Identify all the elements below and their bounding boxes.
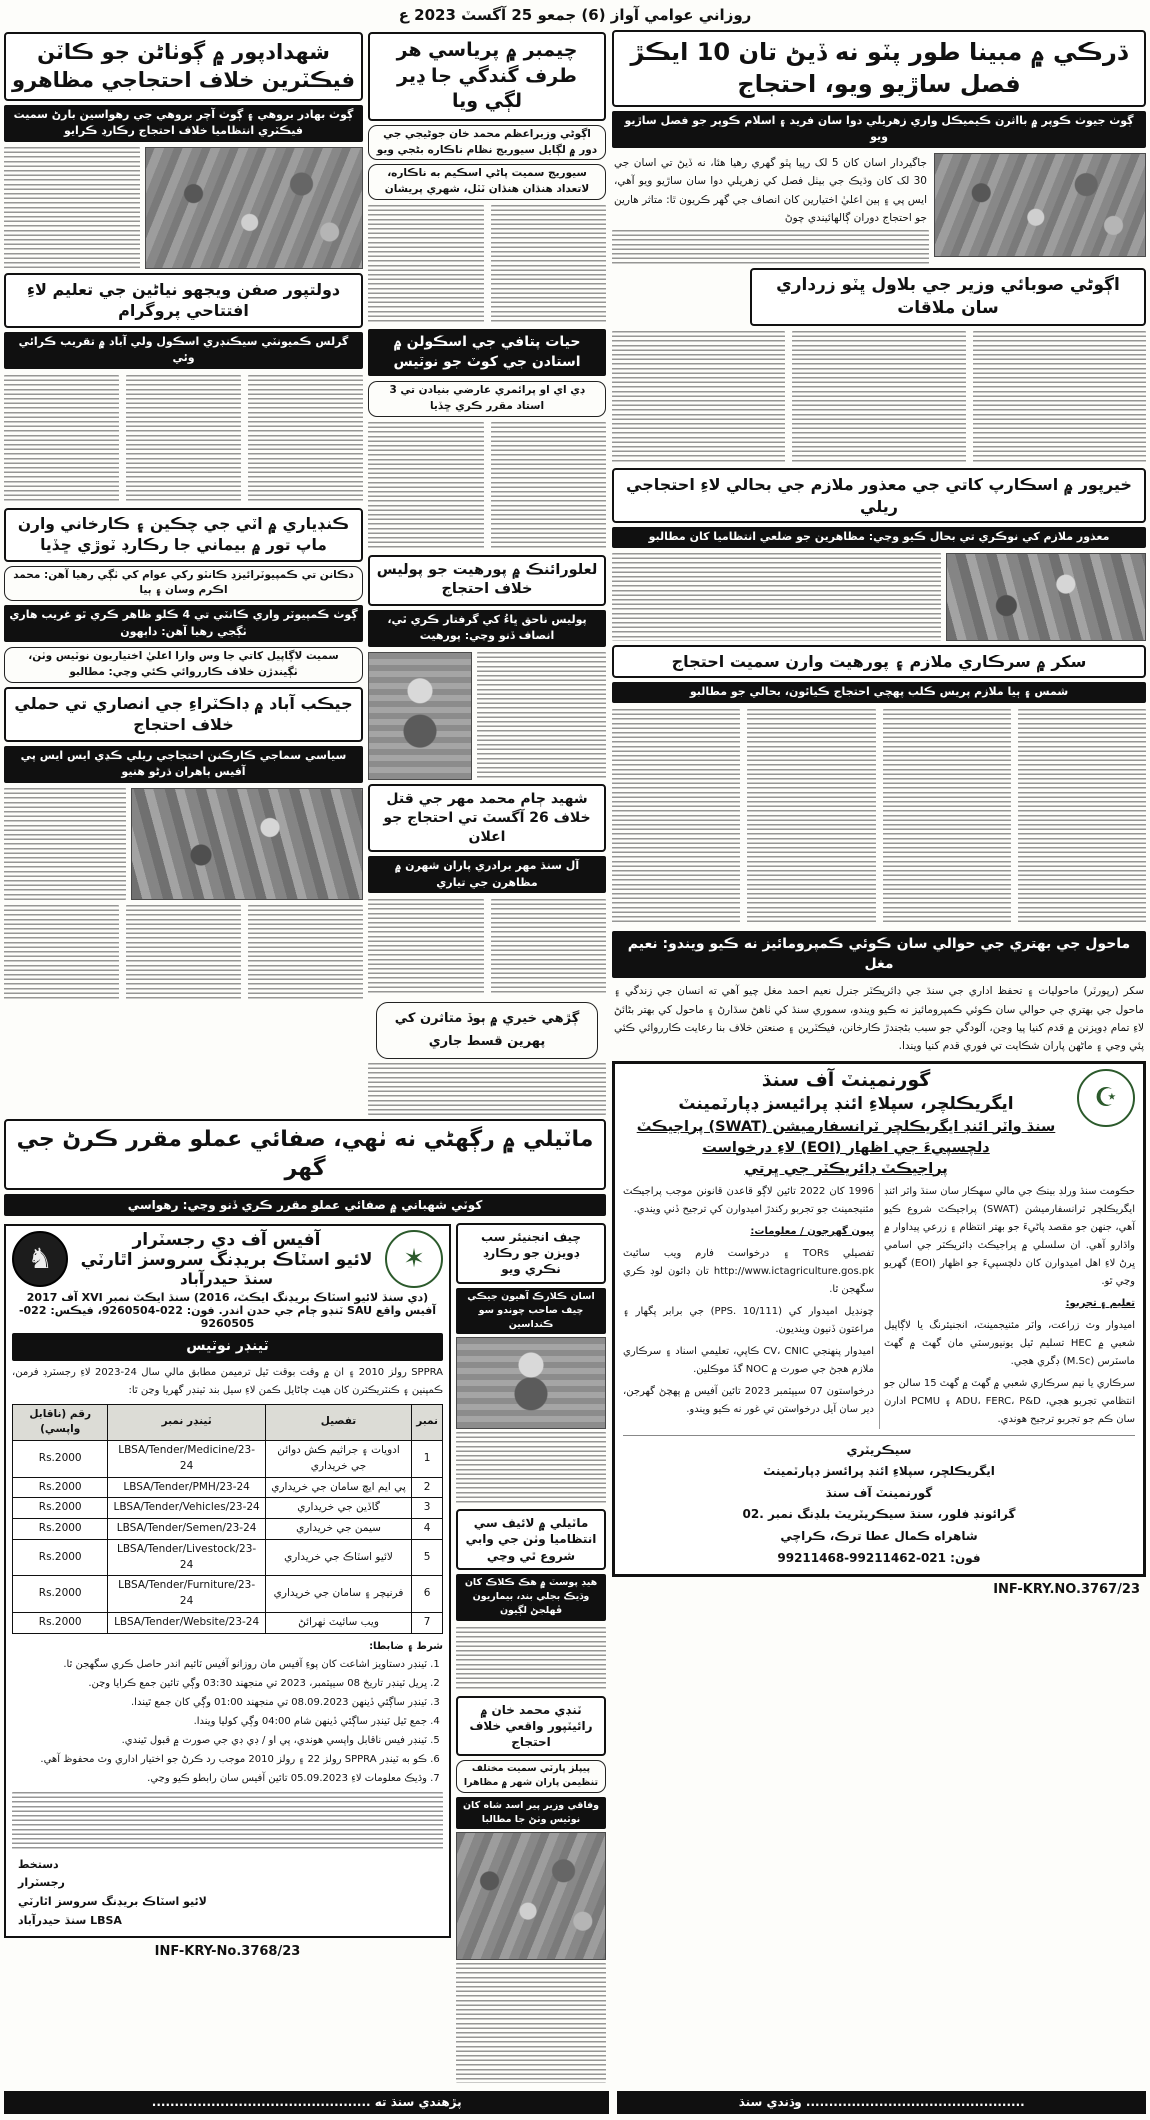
- table-row: [13, 1441, 443, 1478]
- swat-govt-line1: گورنمينٽ آف سنڌ: [761, 1068, 931, 1091]
- secretary-address1: گرائونڊ فلور، سنڌ سيڪريٽريٽ بلڊنگ نمبر .02: [742, 1507, 1016, 1522]
- cell-fee: Rs.2000: [13, 1441, 108, 1478]
- middle-column: [368, 30, 606, 1115]
- cell-fee: Rs.2000: [13, 1519, 108, 1540]
- headline-daulatpur: دولتپور صفن ويجهو نياڻين جي تعليم لاءِ افتتاحي پروگرام: [4, 273, 363, 328]
- subhead-shaheed-jam: آل سنڌ مهر برادري پاران شهرن ۾ مظاهرن جي تياري: [368, 856, 606, 893]
- tender-column: [4, 1221, 451, 2083]
- shaheed-body-cols: [368, 899, 606, 995]
- body-text-placeholder: [477, 652, 606, 780]
- condition-item: 3. ٽينڊر ساڳئي ڏينهن 08.09.2023 تي منجهند 01:00 وڳي کان جمع ٿيندا.: [12, 1694, 427, 1712]
- headline-lalorainak: لعلورائنڪ ۾ پورهيت جو پوليس خلاف احتجاج: [368, 555, 606, 606]
- tender-conditions: [12, 1656, 443, 1788]
- tender-table: [12, 1404, 443, 1634]
- shahdadpur-body-row: [4, 147, 363, 269]
- body-text-placeholder: [368, 422, 484, 550]
- body-text-placeholder: [368, 899, 484, 995]
- cell-no: 2: [412, 1477, 443, 1498]
- footer-strips: [4, 2091, 1146, 2114]
- body-text-placeholder: [491, 422, 607, 550]
- body-text-placeholder: [456, 1963, 606, 2083]
- cell-no: 4: [412, 1519, 443, 1540]
- photo-portrait-man: [368, 652, 472, 780]
- subhead-chamber-1: اڳوڻي وزيراعظم محمد خان جوڻيجي جي دور ۾ لڳايل سيوريج نظام ناڪاره بڻجي ويو: [368, 125, 606, 161]
- footer-strip-left: پڙهندي سنڌ ته ................................................: [4, 2091, 609, 2114]
- tender-intro: SPPRA رولز 2010 ۽ ان ۾ وقت بوقت ٿيل ترميمن مطابق مالي سال 24-2023 لاءِ رجسٽرڊ فرمن، ڪمپنين ۽ ڪنٽريڪٽرن کان هيٺ ڄاڻايل ڪمن لاءِ سيل بند ٽينڊر گهريا وڃن ٿا:: [12, 1366, 443, 1396]
- body-text-placeholder: [612, 230, 929, 264]
- subhead-jacobabad: سياسي سماجي ڪارڪنن احتجاجي ريلي ڪڍي ايس ايس پي آفيس ٻاهران ڌرڻو هنيو: [4, 746, 363, 783]
- swat-title2: دلچسپيءَ جي اظهار (EOI) لاءِ درخواست: [702, 1139, 990, 1156]
- subhead-chief-engineer: اسان ڪلارڪ آهيون جيڪي چيف صاحب چوندو سو ڪنداسين: [456, 1288, 606, 1335]
- table-row: [13, 1612, 443, 1633]
- cell-code: LBSA/Tender/Livestock/23-24: [108, 1539, 265, 1576]
- subhead-dharki: ڳوٺ جيوٺ ڪوپر ۾ بااثرن ڪيميڪل واري زهريلي دوا سان فريد ۽ اسلام ڪوپر جو فصل ساڙيو ويو: [612, 111, 1146, 148]
- sukkur-body-cols: [612, 709, 1146, 925]
- lbsa-logo-icon: ♞: [12, 1231, 68, 1287]
- col-header-tender-no: ٽينڊر نمبر: [108, 1404, 265, 1441]
- photo-crowd-children: [145, 147, 363, 269]
- body-text-placeholder: [12, 1792, 443, 1850]
- inf-number-left: INF-KRY-No.3768/23: [154, 1944, 301, 1960]
- photo-group-meeting: [946, 553, 1146, 641]
- tender-conditions-heading: شرط ۽ ضابطا:: [369, 1640, 443, 1652]
- table-row: [13, 1576, 443, 1613]
- headline-hayat-pitafi: حيات پتافي جي اسڪولن ۾ استادن جي کوٽ جو نوٽيس: [368, 329, 606, 376]
- jacobabad-body-cols: [4, 905, 363, 1001]
- mulaqat-body-cols: [612, 331, 1146, 463]
- signature-title: رجسٽرار: [18, 1876, 65, 1890]
- body-text-placeholder: [747, 709, 875, 925]
- condition-item: 6. ڪو به ٽينڊر SPPRA رولز 22 ۽ رولز 2010 موجب رد ڪرڻ جو اختيار اداري وٽ محفوظ آهي.: [12, 1751, 427, 1769]
- headline-khairpur: خيرپور ۾ اسڪارپ کاتي جي معذور ملازم جي بحالي لاءِ احتجاجي ريلي: [612, 468, 1146, 523]
- main-layout: [4, 28, 1146, 2085]
- headline-kandiaro: ڪنڊياري ۾ اٽي جي چڪين ۽ ڪارخاني وارن ماپ تور ۾ بيماني جا رڪارڊ ٽوڙي ڇڏيا: [4, 508, 363, 562]
- body-text-placeholder: [612, 709, 740, 925]
- body-text-placeholder: [368, 205, 484, 323]
- body-text-placeholder: [126, 905, 241, 1001]
- subhead-daulatpur: گرلس ڪميونٽي سيڪنڊري اسڪول ولي آباد ۾ تقريب ڪرائي وئي: [4, 332, 363, 369]
- body-text-placeholder: [4, 788, 126, 900]
- headline-mahol: ماحول جي بهتري جي حوالي سان ڪوئي ڪمپرومائيز نه ڪيو ويندو: نعيم مغل: [612, 931, 1146, 978]
- photo-field-men: [934, 153, 1146, 257]
- mahol-lead: سکر (رپورٽر) ماحوليات ۽ تحفظ اداري جي سنڌ جي ڊائريڪٽر جنرل نعيم احمد مغل چيو آهي ته انسان جي زندگي ۽ ماحول جي بهتري جي حوالي سان ڪوئي ڪمپرومائيز نه ڪيو ويندو، سموري سنڌ کي ٺاهڻ سڌارڻ ۽ ماحول کي بهتر بڻائڻ لاءِ تمام ڊويزنن ۾ قدم کنيا پيا وڃن، آلودگي جو سبب بڻجندڙ ڪارخانن، فيڪٽرين ۽ صنعتن خلاف بنا رعايت ڪارروائي ڪئي پئي وڃي ۽ ماڻهن پاران شڪايت تي فوري قدم کنيا ويندا.: [614, 985, 1144, 1053]
- swat-govt-line2: ايگريڪلچر، سپلاءِ ائنڊ پرائيسز ڊپارٽمينٽ: [678, 1093, 1014, 1114]
- cell-desc: گاڏين جي خريداري: [265, 1498, 411, 1519]
- cell-desc: فرنيچر ۽ سامان جي خريداري: [265, 1576, 411, 1613]
- body-text-placeholder: [883, 709, 1011, 925]
- cell-no: 6: [412, 1576, 443, 1613]
- secretary-address2: شاهراه ڪمال عطا ترڪ، ڪراچي: [780, 1529, 978, 1543]
- swat-info-item: درخواستون 07 سيپٽمبر 2023 تائين آفيس ۾ پهچڻ گهرجن، دير سان آيل درخواستن تي غور نه ڪيو ويندو.: [623, 1385, 874, 1415]
- tender-office-line3: سنڌ حيدرآباد: [179, 1269, 274, 1288]
- dharki-body-row: [612, 153, 1146, 265]
- photo-us-flag-protest: [131, 788, 363, 900]
- tender-office-line1: آفيس آف دي رجسٽرار: [132, 1229, 321, 1250]
- table-row: [13, 1477, 443, 1498]
- tender-contact-line: آفيس واقع SAU ٽنڊو ڄام جي حدن اندر. فون: 022-9260504، فيڪس: 022-9260505: [18, 1303, 437, 1330]
- headline-shaheed-jam: شهيد ڄام محمد مهر جي قتل خلاف 26 آگسٽ تي احتجاج جو اعلان: [368, 784, 606, 853]
- cell-no: 1: [412, 1441, 443, 1478]
- subhead-tando-2: وفاقي وزير پير اسد شاه کان نوٽيس وٺڻ جا مطالبا: [456, 1797, 606, 1830]
- cell-code: LBSA/Tender/Website/23-24: [108, 1612, 265, 1633]
- footer-strip-right: ................................................ وڌندي سنڌ: [617, 2091, 1146, 2114]
- headline-matiari-wide: ماٽيلي ۾ رڳهڻي نه ٺهي، صفائي عملو مقرر ڪرڻ جي گهر: [4, 1119, 606, 1190]
- swat-edu-heading: تعليم ۽ تجربو:: [1065, 1297, 1135, 1309]
- table-row: [13, 1498, 443, 1519]
- cell-code: LBSA/Tender/Medicine/23-24: [108, 1441, 265, 1478]
- cell-no: 7: [412, 1612, 443, 1633]
- headline-tando: ٽنڊي محمد خان ۾ رائيٽپور واقعي خلاف احتجاج: [456, 1696, 606, 1757]
- subhead-lalorainak: پوليس ناحق ڀاءُ کي گرفتار ڪري ٿي، انصاف ڏنو وڃي: پورهيت: [368, 610, 606, 647]
- tender-notice-box: [4, 1224, 451, 1938]
- subhead-shahdadpur: ڳوٺ بهادر بروهي ۽ ڳوٺ آچر بروهي جي رهواسين بارڻ سميت فيڪٽري انتظاميا خلاف احتجاج رڪارڊ ڪرايو: [4, 105, 363, 142]
- right-column: [612, 28, 1146, 2085]
- headline-matiari-life: ماٽيلي ۾ لائيف سي انتظاميا وٺن جي وابي شروع ٿي وڃي: [456, 1509, 606, 1570]
- condition-item: 7. وڌيڪ معلومات لاءِ 05.09.2023 تائين آفيس سان رابطو ڪيو وڃي.: [12, 1770, 427, 1788]
- condition-item: 1. ٽينڊر دستاويز اشاعت کان پوءِ آفيس مان روزانو آفيس ٽائيم اندر حاصل ڪري سگهجن ٿا.: [12, 1656, 427, 1674]
- dharki-lead: جاگيردار اسان کان 5 لک رپيا پٽو گهري رهيا هئا، نه ڏيڻ تي اسان جي 30 لک کان وڌيڪ جي بيٺل فصل کي زهريلي دوا سان ساڙيو ويو آهي، ايس پي ۽ ٻين اعليٰ اختيارين کان انصاف جي گهر ڪريون ٿا: متاثر هارين جو احتجاج دوران ڳالهائيندي چوڻ: [614, 156, 927, 224]
- photo-protest-rally: [456, 1832, 606, 1960]
- cell-no: 3: [412, 1498, 443, 1519]
- left-wrap: [4, 28, 606, 2085]
- body-text-placeholder: [456, 1627, 606, 1691]
- cell-code: LBSA/Tender/Semen/23-24: [108, 1519, 265, 1540]
- col-header-detail: تفصيل: [265, 1404, 411, 1441]
- cell-fee: Rs.2000: [13, 1477, 108, 1498]
- headline-sukkur: سکر ۾ سرڪاري ملازم ۽ پورهيت وارن سميت احتجاج: [612, 645, 1146, 679]
- body-text-placeholder: [792, 331, 965, 463]
- sindh-crest-icon: ✶: [385, 1230, 443, 1288]
- tender-signature-block: [12, 1854, 443, 1933]
- cell-code: LBSA/Tender/Furniture/23-24: [108, 1576, 265, 1613]
- tender-office-line2: لائيو اسٽاڪ بريڊنگ سروسز اٿارٽي: [80, 1249, 373, 1270]
- headline-shahdadpur: شهدادپور ۾ ڳوٺاڻن جو ڪاٽن فيڪٽرين خلاف احتجاجي مظاهرو: [4, 32, 363, 101]
- swat-edu-item: 1996 کان 2022 تائين لاڳو قاعدن قانونن موجب پراجيڪٽ مئنيجمينٽ جو تجربو رکندڙ اميدوارن کي ترجيح ڏني ويندي.: [623, 1185, 874, 1215]
- cell-desc: ويب سائيٽ ٺهرائڻ: [265, 1612, 411, 1633]
- inf-number-right: INF-KRY.NO.3767/23: [993, 1582, 1140, 1598]
- condition-item: 5. ٽينڊر فيس ناقابل واپسي هوندي، پي او / ڊي ڊي جي صورت ۾ قبول ٿيندي.: [12, 1732, 427, 1750]
- swat-info-item: چونڊيل اميدوار کي (PPS. 10/111) جي برابر پگهار ۽ مراعتون ڏنيون وينديون.: [623, 1305, 874, 1335]
- cell-code: LBSA/Tender/Vehicles/23-24: [108, 1498, 265, 1519]
- headline-dharki: ڌرڪي ۾ مبينا طور پٽو نه ڏيڻ تان 10 ايڪڙ فصل ساڙيو ويو، احتجاج: [612, 30, 1146, 107]
- daulatpur-body-cols: [4, 375, 363, 503]
- body-text-placeholder: [491, 899, 607, 995]
- swat-info-item: اميدوار پنهنجي CV، CNIC ڪاپي، تعليمي اسناد ۽ سرڪاري ملازم هجڻ جي صورت ۾ NOC گڏ موڪلين.: [623, 1345, 874, 1375]
- cell-desc: پي ايم ايڇ سامان جي خريداري: [265, 1477, 411, 1498]
- secretary-dept: ايگريڪلچر، سپلاءِ ائنڊ پرائسز ڊپارٽمينٽ: [763, 1464, 995, 1479]
- headline-chamber: چيمبر ۾ پرياسي هر طرف گندگي جا ڍير لڳي ويا: [368, 32, 606, 121]
- signature-org: لائيو اسٽاڪ بريڊنگ سروسز اٿارٽي: [18, 1894, 207, 1908]
- tender-table-header-row: [13, 1404, 443, 1441]
- sindh-govt-crest-icon: ☪: [1077, 1069, 1135, 1127]
- table-row: [13, 1519, 443, 1540]
- swat-notice-body: [623, 1183, 1135, 1429]
- headline-mulaqat: اڳوڻي صوبائي وزير جي بلاول ڀٽو زرداري سان ملاقات: [750, 268, 1146, 326]
- body-text-placeholder: [126, 375, 241, 503]
- subhead-tando-1: پيپلز پارٽي سميت مختلف تنظيمن پاران شهر ۾ مظاهرا: [456, 1760, 606, 1793]
- col-header-number: نمبر: [412, 1404, 443, 1441]
- tender-notice-title: ٽينڊر نوٽيس: [12, 1333, 443, 1361]
- swat-notice-header: [623, 1069, 1135, 1177]
- body-text-placeholder: [612, 331, 785, 463]
- headline-chief-engineer: چيف انجنيئر سب ڊويزن جو رڪارڊ نڪري ويو: [456, 1223, 606, 1284]
- photo-press-conference: [456, 1337, 606, 1429]
- body-text-placeholder: [612, 553, 941, 641]
- body-text-placeholder: [1018, 709, 1146, 925]
- cell-code: LBSA/Tender/PMH/23-24: [108, 1477, 265, 1498]
- swat-intro: حڪومت سنڌ ورلڊ بينڪ جي مالي سهڪار سان سنڌ واٽر ائنڊ ايگريڪلچر ٽرانسفارميشن (SWAT) پراجيڪٽ شروع ڪيو آهي، جنهن جو مقصد پاڻيءَ جو بهتر انتظام ۽ زرعي پيداوار ۾ واڌارو آهي. ان سلسلي ۾ پراجيڪٽ ڊائريڪٽر جي اسامي ڀرڻ لاءِ اهل اميدوارن کان دلچسپيءَ جو اظهار (EOI) گهريو وڃي ٿو.: [884, 1185, 1136, 1287]
- swat-info-item: تفصيلي TORs ۽ درخواست فارم ويب سائيٽ http://www.ictagriculture.gos.pk تان ڊائون لوڊ ڪري سگهجن ٿا.: [623, 1247, 875, 1295]
- subhead-chamber-2: سيوريج سميت پاڻي اسڪيم به ناڪاره، لاتعداد هنڌان هنڌان ٽٽل، شهري پريشان: [368, 164, 606, 200]
- cell-fee: Rs.2000: [13, 1612, 108, 1633]
- swat-secretary-block: [623, 1435, 1135, 1570]
- masthead: روزاني عوامي آواز (6) جمعو 25 آگسٽ 2023 ع: [398, 6, 752, 24]
- secretary-govt: گورنمينٽ آف سنڌ: [825, 1485, 933, 1500]
- lalorainak-body-row: [368, 652, 606, 780]
- middle-column-lower: [456, 1221, 606, 2083]
- cell-fee: Rs.2000: [13, 1498, 108, 1519]
- condition-item: 4. جمع ٿيل ٽينڊر ساڳئي ڏينهن شام 04:00 وڳي کوليا ويندا.: [12, 1713, 427, 1731]
- cell-desc: ادويات ۽ جراثيم ڪش دوائن جي خريداري: [265, 1441, 411, 1478]
- body-text-placeholder: [248, 375, 363, 503]
- kicker-garhi-khairo: ڳڙهي خيري ۾ ٻوڏ متاثرن کي پهرين قسط جاري: [376, 1002, 598, 1058]
- swat-title1: سنڌ واٽر ائنڊ ايگريڪلچر ٽرانسفارميشن (SWAT) پراجيڪٽ: [636, 1118, 1056, 1135]
- secretary-phone: فون: 021-99211462-99211468: [777, 1550, 981, 1565]
- subhead-kandiaro-1: دڪانن تي ڪمپيوٽرائيزڊ ڪانٽو رکي عوام کي ٺڳي رهيا آهن: محمد اڪرم وسان ۽ ٻيا: [4, 566, 363, 602]
- headline-jacobabad: جيڪب آباد ۾ ڊاڪٽراءِ جي انصاري تي حملي خلاف احتجاج: [4, 687, 363, 742]
- subhead-kandiaro-2: ڳوٺ ڪمپيوٽر واري ڪانٽي تي 4 ڪلو ظاهر ڪري ٿو غريب هاري ٺڳجي رهيا آهن: داٻهون: [4, 605, 363, 642]
- table-row: [13, 1539, 443, 1576]
- swat-title3: پراجيڪٽ ڊائريڪٽر جي ڀرتي: [744, 1160, 948, 1177]
- swat-notice-box: [612, 1061, 1146, 1578]
- jacobabad-body-row: [4, 788, 363, 900]
- signature-org2: LBSA سنڌ حيدرآباد: [18, 1913, 122, 1927]
- cell-fee: Rs.2000: [13, 1576, 108, 1613]
- signature-label: دستخط: [18, 1857, 59, 1871]
- left-column: [4, 30, 363, 1115]
- swat-edu-item: سرڪاري يا نيم سرڪاري شعبي ۾ گهٽ ۾ گهٽ 15 سالن جو انتظامي تجربو هجي، ADU، FERC، P&D ۽ PCMU ادارن سان ڪم جو تجربو ترجيح هوندي.: [884, 1377, 1135, 1425]
- hayat-body-cols: [368, 422, 606, 550]
- subhead-khairpur: معذور ملازم کي نوڪري تي بحال ڪيو وڃي: مظاهرين جو ضلعي انتظاميا کان مطالبو: [612, 527, 1146, 548]
- condition-item: 2. ڀريل ٽينڊر تاريخ 08 سيپٽمبر، 2023 تي منجهند 03:30 وڳي تائين جمع ڪرايا وڃن.: [12, 1675, 427, 1693]
- subhead-kandiaro-3: سميت لاڳاپيل کاتي جا وس وارا اعليٰ اختياريون نوٽيس وٺن، ٺڳيندڙن خلاف ڪارروائي ڪئي وڃي: مطالبو: [4, 647, 363, 683]
- col-header-fee: رقم (ناقابل واپسي): [13, 1404, 108, 1441]
- subhead-matiari-wide: کوٽي شهباني ۾ صفائي عملو مقرر ڪري ڏنو وڃي: رهواسي: [4, 1194, 606, 1216]
- chamber-body-cols: [368, 205, 606, 323]
- body-text-placeholder: [491, 205, 607, 323]
- swat-edu-item: اميدوار وٽ زراعت، واٽر مئنيجمينٽ، انجنيئرنگ يا لاڳاپيل شعبي ۾ HEC تسليم ٿيل يونيورسٽي مان گهٽ ۾ گهٽ ماسٽرس (M.Sc) ڊگري هجي.: [884, 1319, 1135, 1367]
- cell-fee: Rs.2000: [13, 1539, 108, 1576]
- body-text-placeholder: [4, 147, 140, 269]
- body-text-placeholder: [456, 1432, 606, 1504]
- khairpur-body-row: [612, 553, 1146, 641]
- subhead-hayat-pitafi: ڊي اي او پرائمري عارضي بنيادن تي 3 استاد مقرر ڪري ڇڏيا: [368, 381, 606, 417]
- swat-info-heading: ٻيون گهرجون / معلومات:: [750, 1225, 874, 1237]
- body-text-placeholder: [4, 375, 119, 503]
- cell-desc: سيمن جي خريداري: [265, 1519, 411, 1540]
- body-text-placeholder: [368, 1063, 606, 1115]
- cell-desc: لائيو اسٽاڪ جي خريداري: [265, 1539, 411, 1576]
- subhead-matiari-life: هيڊ پوسٽ ۾ هڪ ڪلاڪ کان وڌيڪ بجلي بند، بيماريون ڦهلجڻ لڳيون: [456, 1574, 606, 1621]
- secretary-title: سيڪريٽري: [846, 1442, 912, 1457]
- body-text-placeholder: [4, 905, 119, 1001]
- tender-act-line: (دي سنڌ لائيو اسٽاڪ بريڊنگ ايڪٽ، 2016) سنڌ ايڪٽ نمبر XVI آف 2017: [26, 1290, 429, 1304]
- cell-no: 5: [412, 1539, 443, 1576]
- body-text-placeholder: [973, 331, 1146, 463]
- body-text-placeholder: [248, 905, 363, 1001]
- subhead-sukkur: شمس ۽ ٻيا ملازم پريس ڪلب پهچي احتجاج ڪيائون، بحالي جو مطالبو: [612, 682, 1146, 703]
